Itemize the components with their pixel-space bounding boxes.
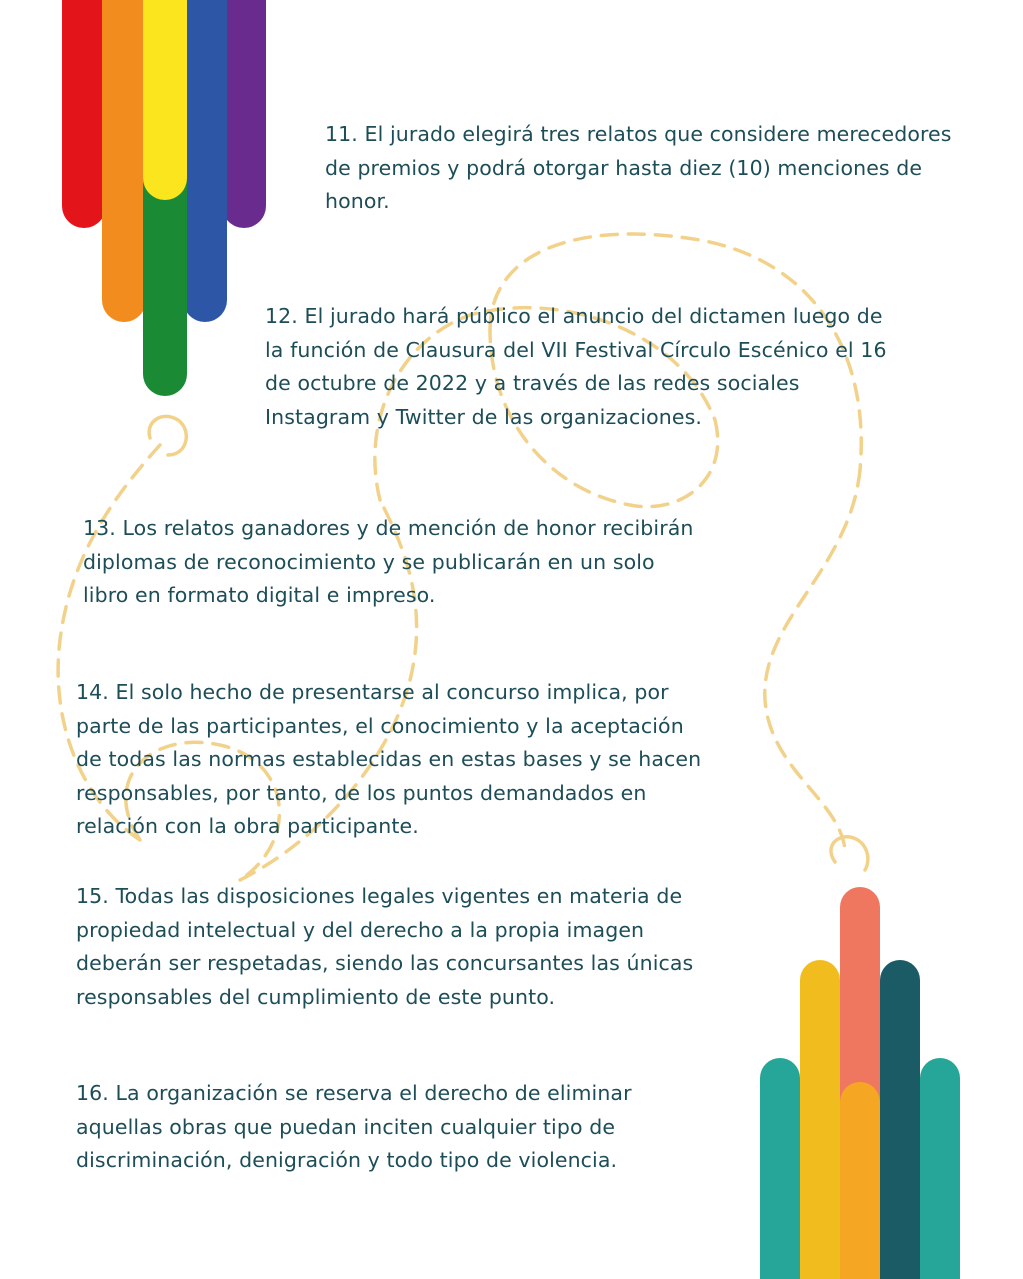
rule-12-paragraph: 12. El jurado hará público el anuncio del dictamen luego de la función de Clausura del VII Festival Círculo Escénico el 16 de octubre de 2022 y a través de las redes sociales Instagram y Twitter de las organizaciones. (265, 304, 887, 429)
rule-16-paragraph: 16. La organización se reserva el derecho de eliminar aquellas obras que puedan inciten cualquier tipo de discriminación, denigración y todo tipo de violencia. (76, 1081, 632, 1172)
rule-15-paragraph: 15. Todas las disposiciones legales vigentes en materia de propiedad intelectual y del derecho a la propia imagen deberán ser respetadas, siendo las concursantes las únicas responsables del cumplimiento de este punto. (76, 884, 694, 1009)
teal-bar-left (760, 1058, 800, 1279)
orange-bar (840, 1082, 880, 1279)
teal-bar-right (920, 1058, 960, 1279)
dark-teal-bar (880, 960, 920, 1279)
rule-14-paragraph: 14. El solo hecho de presentarse al concurso implica, por parte de las participantes, el conocimiento y la aceptación de todas las normas establecidas en estas bases y se hacen responsables, por tanto, de los puntos demandados en relación con la obra participante. (76, 680, 702, 838)
yellow-bar (800, 960, 840, 1279)
rule-11-paragraph: 11. El jurado elegirá tres relatos que considere merecedores de premios y podrá otorgar hasta diez (10) menciones de honor. (325, 122, 952, 213)
rule-13-paragraph: 13. Los relatos ganadores y de mención de honor recibirán diplomas de reconocimiento y se publicarán en un solo libro en formato digital e impreso. (83, 516, 694, 607)
